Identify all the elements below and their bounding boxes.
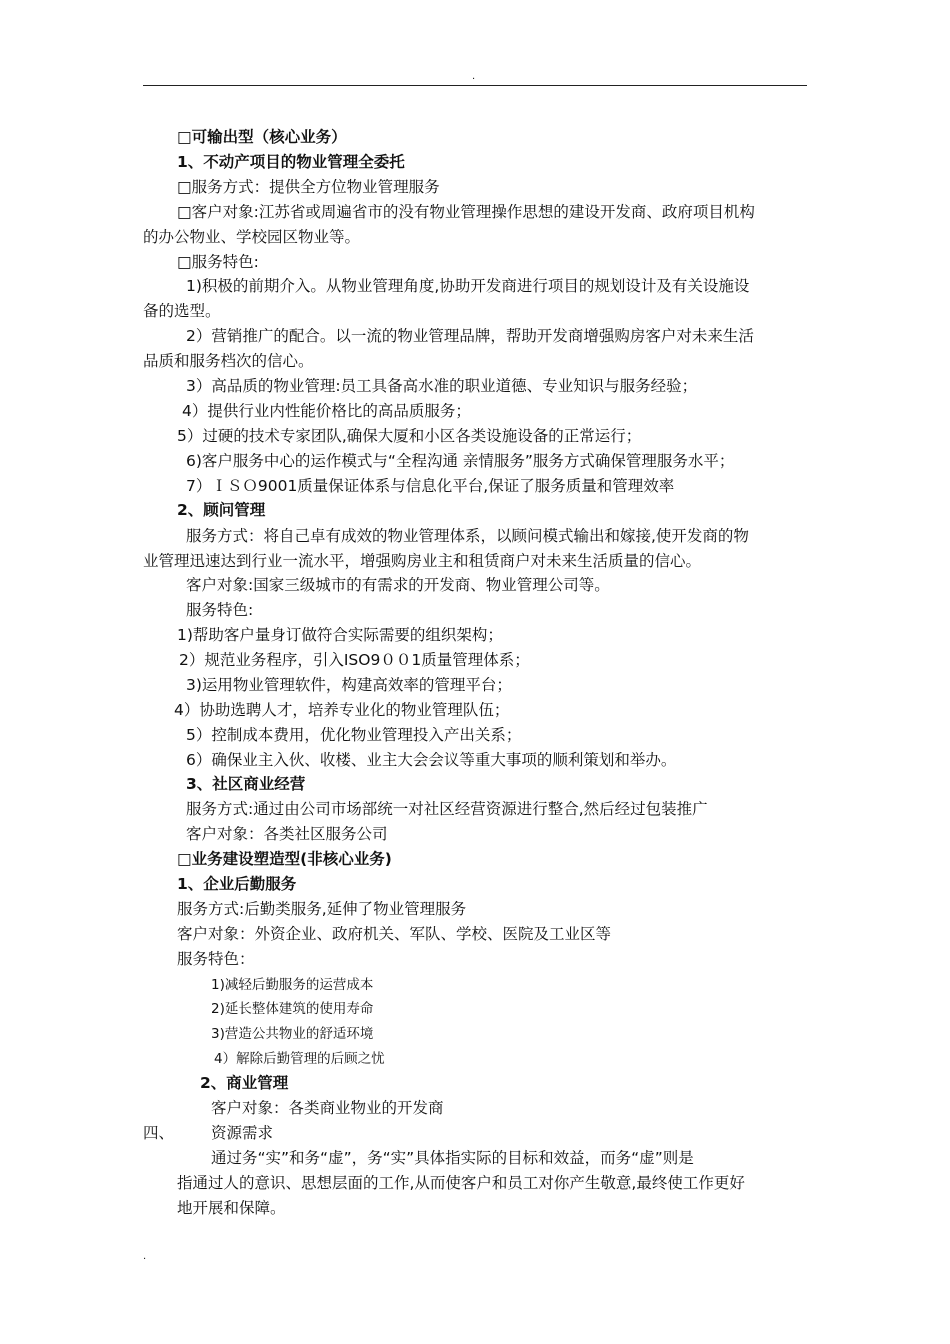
text-line: 客户对象:国家三级城市的有需求的开发商、物业管理公司等。 bbox=[186, 576, 610, 594]
chapter-title: 资源需求 bbox=[211, 1124, 274, 1142]
list-item: 2）规范业务程序，引入ISO9００1质量管理体系； bbox=[179, 651, 530, 669]
section-heading-noncore: □业务建设塑造型(非核心业务) bbox=[177, 850, 392, 868]
subheading-logistics: 1、企业后勤服务 bbox=[177, 875, 297, 893]
text-line: □客户对象:江苏省或周遍省市的没有物业管理操作思想的建设开发商、政府项目机构 bbox=[177, 203, 755, 221]
text-line: 服务方式:通过由公司市场部统一对社区经营资源进行整合,然后经过包装推广 bbox=[186, 800, 708, 818]
list-item: 1)积极的前期介入。从物业管理角度,协助开发商进行项目的规划设计及有关设施设 bbox=[186, 277, 750, 295]
list-item: 4）解除后勤管理的后顾之忧 bbox=[214, 1051, 385, 1067]
text-line: 的办公物业、学校园区物业等。 bbox=[143, 228, 361, 246]
header-rule bbox=[143, 85, 807, 86]
list-item: 6)客户服务中心的运作模式与“全程沟通 亲情服务”服务方式确保管理服务水平； bbox=[186, 452, 735, 470]
text-line: □服务特色: bbox=[177, 253, 259, 271]
text-line: 业管理迅速达到行业一流水平，增强购房业主和租赁商户对未来生活质量的信心。 bbox=[143, 552, 702, 570]
list-item: 7）ＩＳＯ9001质量保证体系与信息化平台,保证了服务质量和管理效率 bbox=[186, 477, 675, 495]
text-line: 品质和服务档次的信心。 bbox=[143, 352, 314, 370]
text-line: 指通过人的意识、思想层面的工作,从而使客户和员工对你产生敬意,最终使工作更好 bbox=[177, 1174, 745, 1192]
list-item: 2)延长整体建筑的使用寿命 bbox=[211, 1001, 374, 1017]
text-line: 服务特色： bbox=[177, 950, 255, 968]
list-item: 6）确保业主入伙、收楼、业主大会会议等重大事项的顺利策划和举办。 bbox=[186, 751, 677, 769]
text-line: 地开展和保障。 bbox=[177, 1199, 286, 1217]
header-mark: . bbox=[472, 71, 476, 82]
text-line: 通过务“实”和务“虚”，务“实”具体指实际的目标和效益，而务“虚”则是 bbox=[211, 1149, 694, 1167]
list-item: 1)帮助客户量身订做符合实际需要的组织架构； bbox=[177, 626, 503, 644]
subheading-commercial: 2、商业管理 bbox=[200, 1074, 289, 1092]
list-item: 4）协助选聘人才，培养专业化的物业管理队伍； bbox=[174, 701, 510, 719]
list-item: 1)减轻后勤服务的运营成本 bbox=[211, 977, 374, 993]
text-line: 客户对象：外资企业、政府机关、军队、学校、医院及工业区等 bbox=[177, 925, 612, 943]
text-line: 备的选型。 bbox=[143, 302, 221, 320]
list-item: 5）控制成本费用，优化物业管理投入产出关系； bbox=[186, 726, 522, 744]
list-item: 3)运用物业管理软件，构建高效率的管理平台； bbox=[186, 676, 512, 694]
text-line: 服务方式:后勤类服务,延伸了物业管理服务 bbox=[177, 900, 467, 918]
list-item: 5）过硬的技术专家团队,确保大厦和小区各类设施设备的正常运行； bbox=[177, 427, 642, 445]
subheading-consulting: 2、顾问管理 bbox=[177, 501, 266, 519]
text-line: 服务特色: bbox=[186, 601, 254, 619]
list-item: 3)营造公共物业的舒适环境 bbox=[211, 1026, 374, 1042]
section-heading-core: □可输出型（核心业务） bbox=[177, 128, 347, 146]
subheading-community-business: 3、社区商业经营 bbox=[186, 775, 306, 793]
footer-mark: . bbox=[143, 1251, 147, 1262]
subheading-property-management: 1、不动产项目的物业管理全委托 bbox=[177, 153, 405, 171]
list-item: 2）营销推广的配合。以一流的物业管理品牌，帮助开发商增强购房客户对未来生活 bbox=[186, 327, 754, 345]
list-item: 4）提供行业内性能价格比的高品质服务； bbox=[182, 402, 471, 420]
text-line: □服务方式：提供全方位物业管理服务 bbox=[177, 178, 440, 196]
text-line: 服务方式：将自己卓有成效的物业管理体系，以顾问模式输出和嫁接,使开发商的物 bbox=[186, 527, 749, 545]
list-item: 3）高品质的物业管理:员工具备高水准的职业道德、专业知识与服务经验； bbox=[186, 377, 698, 395]
text-line: 客户对象：各类商业物业的开发商 bbox=[211, 1099, 444, 1117]
chapter-number: 四、 bbox=[143, 1124, 175, 1142]
text-line: 客户对象：各类社区服务公司 bbox=[186, 825, 388, 843]
